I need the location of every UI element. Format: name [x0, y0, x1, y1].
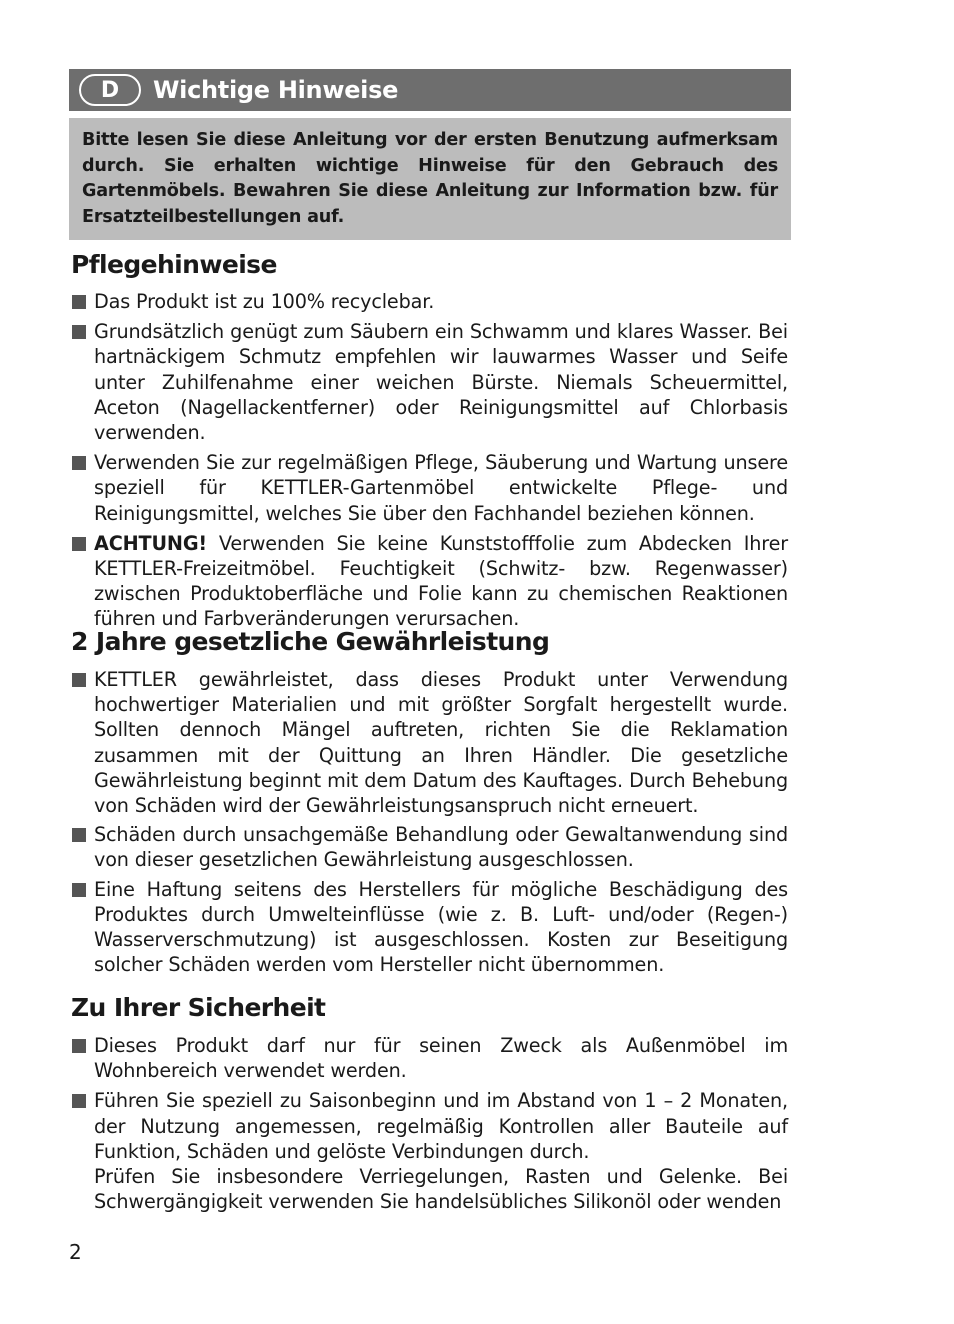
list-item: [72, 450, 788, 526]
list-item-text: Das Produkt ist zu 100% recyclebar.: [94, 290, 435, 313]
list-item: [72, 289, 788, 314]
square-bullet-icon: [72, 1094, 86, 1108]
square-bullet-icon: [72, 456, 86, 470]
list-item-text: Eine Haftung seitens des Herstellers für mögliche Beschädigung des Produktes durch Umwelteinflüsse (wie z. B. Luft- und/oder (Regen-) Wasserverschmutzung) ist ausgeschlossen. Kosten zur Beseitigung solcher Schäden werden vom Hersteller nicht übernommen.: [94, 877, 788, 977]
list-item-text: KETTLER gewährleistet, dass dieses Produkt unter Verwendung hochwertiger Materialien und mit größter Sorgfalt hergestellt wurde. Sollten dennoch Mängel auftreten, richten Sie die Reklamation zusammen mit der Quittung an Ihren Händler. Die gesetzliche Gewährleistung beginnt mit dem Datum des Kauftages. Durch Behebung von Schäden wird der Gewährleistungsanspruch nicht erneuert.: [94, 668, 788, 818]
page-number: 2: [69, 1240, 82, 1264]
square-bullet-icon: [72, 883, 86, 897]
safety-list: [72, 1033, 788, 1219]
list-item-text: Verwenden Sie zur regelmäßigen Pflege, Säuberung und Wartung unsere speziell für KETTLER-Gartenmöbel entwickelte Pflege- und Reinigungsmittel, welches Sie über den Fachhandel beziehen können.: [94, 451, 788, 525]
square-bullet-icon: [72, 537, 86, 551]
notice-text: Bitte lesen Sie diese Anleitung vor der ersten Benutzung aufmerksam durch. Sie erhalten wichtige Hinweise für den Gebrauch des Gartenmöbels. Bewahren Sie diese Anleitung zur Information bzw. für Ersatzteilbestellungen auf.: [82, 130, 778, 227]
care-list: [72, 289, 788, 637]
language-badge: D: [79, 74, 141, 106]
important-notice-box: [69, 118, 791, 240]
square-bullet-icon: [72, 295, 86, 309]
list-item: [72, 531, 788, 632]
warranty-list: [72, 667, 788, 982]
care-heading: Pflegehinweise: [71, 250, 277, 279]
list-item: [72, 877, 788, 978]
square-bullet-icon: [72, 1039, 86, 1053]
list-item-text: Schäden durch unsachgemäße Behandlung oder Gewaltanwendung sind von dieser gesetzlichen Gewährleistung ausgeschlossen.: [94, 823, 788, 872]
list-item-continuation: Prüfen Sie insbesondere Verriegelungen, Rasten und Gelenke. Bei Schwergängigkeit verwenden Sie handelsübliches Silikonöl oder wenden: [94, 1165, 788, 1214]
list-item-text: Dieses Produkt darf nur für seinen Zweck als Außenmöbel im Wohnbereich verwendet werden.: [94, 1034, 788, 1083]
safety-heading: Zu Ihrer Sicherheit: [71, 993, 326, 1022]
warning-label: ACHTUNG!: [94, 531, 208, 555]
section-header-bar: [69, 69, 791, 111]
list-item: [72, 319, 788, 445]
list-item-text: Grundsätzlich genügt zum Säubern ein Schwamm und klares Wasser. Bei hartnäckigem Schmutz empfehlen wir lauwarmes Wasser und Seife unter Zuhilfenahme einer weichen Bürste. Niemals Scheuermittel, Aceton (Nagellackentferner) oder Reinigungsmittel auf Chlorbasis verwenden.: [94, 320, 788, 445]
warranty-heading: 2 Jahre gesetzliche Gewährleistung: [71, 627, 550, 656]
list-item: [72, 1088, 788, 1214]
list-item: [72, 822, 788, 872]
square-bullet-icon: [72, 325, 86, 339]
warning-text: Verwenden Sie keine Kunststofffolie zum Abdecken Ihrer KETTLER-Freizeitmöbel. Feuchtigkeit (Schwitz- bzw. Regenwasser) zwischen Produktoberfläche und Folie kann zu chemischen Reaktionen führen und Farbveränderungen verursachen.: [94, 531, 788, 631]
list-item-text: Führen Sie speziell zu Saisonbeginn und im Abstand von 1 – 2 Monaten, der Nutzung angemessen, regelmäßig Kontrollen aller Bauteile auf Funktion, Schäden und gelöste Verbindungen durch.: [94, 1089, 788, 1163]
square-bullet-icon: [72, 828, 86, 842]
header-title: Wichtige Hinweise: [153, 76, 399, 104]
square-bullet-icon: [72, 673, 86, 687]
list-item: [72, 667, 788, 818]
list-item: [72, 1033, 788, 1083]
